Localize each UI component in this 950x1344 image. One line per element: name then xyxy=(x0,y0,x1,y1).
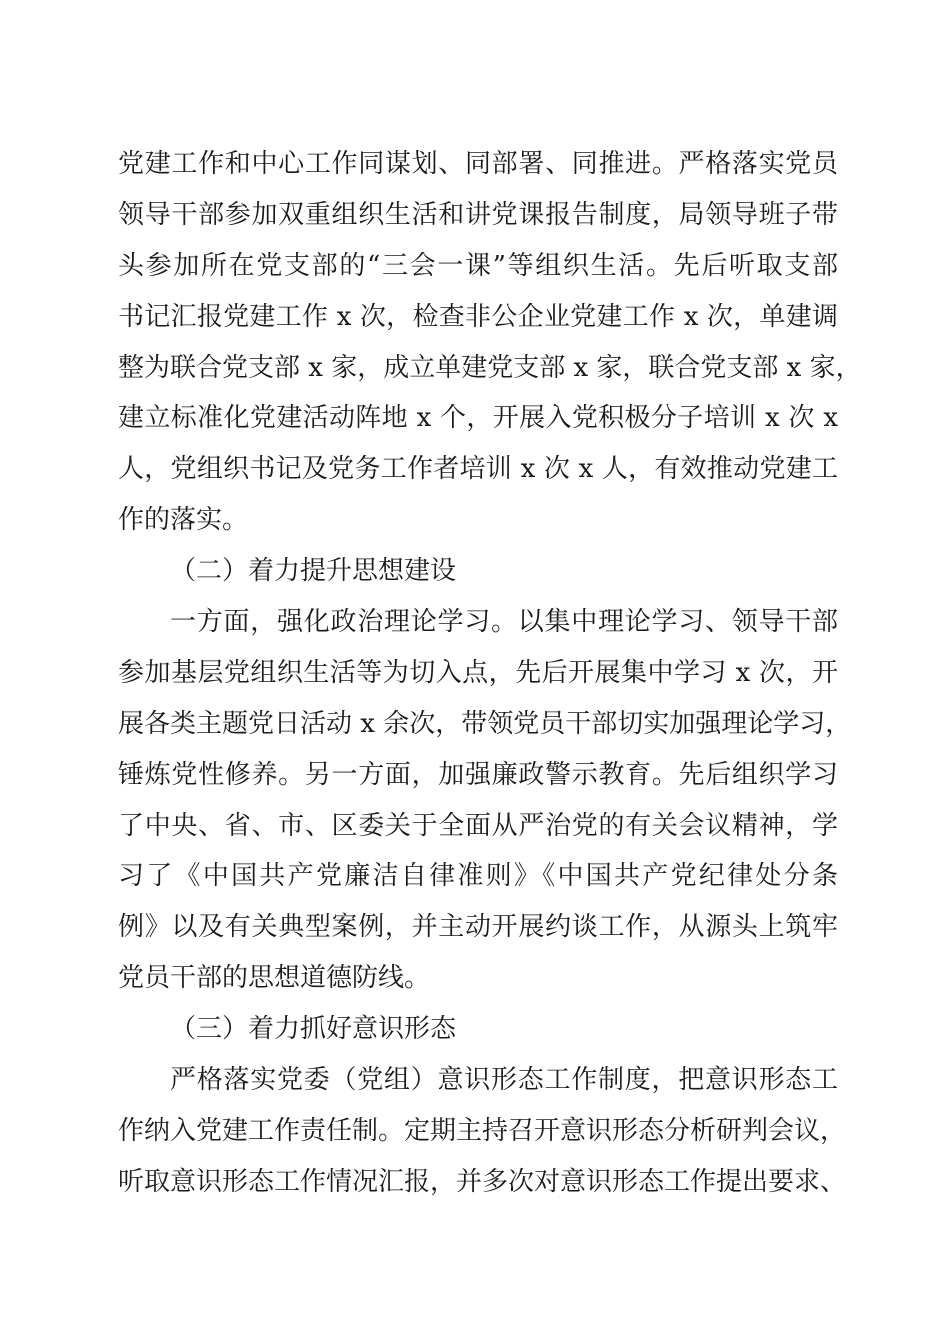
paragraph-line: 例》以及有关典型案例，并主动开展约谈工作，从源头上筑牢 xyxy=(118,912,838,943)
paragraph-line: 听取意识形态工作情况汇报，并多次对意识形态工作提出要求、 xyxy=(118,1166,847,1197)
section-heading: （三）着力抓好意识形态 xyxy=(170,1014,457,1045)
paragraph-line: 党员干部的思想道德防线。 xyxy=(118,963,431,994)
paragraph-line: 头参加所在党支部的“三会一课”等组织生活。先后听取支部 xyxy=(118,250,838,281)
paragraph-line: 书记汇报党建工作 x 次，检查非公企业党建工作 x 次，单建调 xyxy=(118,301,838,332)
paragraph-line: 党建工作和中心工作同谋划、同部署、同推进。严格落实党员 xyxy=(118,149,838,179)
paragraph-line: 锤炼党性修养。另一方面，加强廉政警示教育。先后组织学习 xyxy=(118,759,838,790)
paragraph-line: 一方面，强化政治理论学习。以集中理论学习、领导干部 xyxy=(170,607,838,638)
paragraph-line: 作的落实。 xyxy=(118,505,249,536)
paragraph-line: 作纳入党建工作责任制。定期主持召开意识形态分析研判会议， xyxy=(118,1115,847,1146)
paragraph-line: 领导干部参加双重组织生活和讲党课报告制度，局领导班子带 xyxy=(118,199,838,230)
paragraph-line: 人，党组织书记及党务工作者培训 x 次 x 人，有效推动党建工 xyxy=(118,454,838,485)
paragraph-line: 习了《中国共产党廉洁自律准则》《中国共产党纪律处分条 xyxy=(118,861,838,892)
document-body xyxy=(118,139,862,1208)
section-heading: （二）着力提升思想建设 xyxy=(170,556,457,587)
paragraph-line: 参加基层党组织生活等为切入点，先后开展集中学习 x 次，开 xyxy=(118,657,838,688)
paragraph-line: 展各类主题党日活动 x 余次，带领党员干部切实加强理论学习， xyxy=(118,708,852,739)
paragraph-line: 严格落实党委（党组）意识形态工作制度，把意识形态工 xyxy=(170,1065,838,1096)
paragraph-line: 了中央、省、市、区委关于全面从严治党的有关会议精神，学 xyxy=(118,810,838,841)
paragraph-line: 建立标准化党建活动阵地 x 个，开展入党积极分子培训 x 次 x xyxy=(118,403,838,434)
paragraph-line: 整为联合党支部 x 家，成立单建党支部 x 家，联合党支部 x 家， xyxy=(118,352,862,383)
